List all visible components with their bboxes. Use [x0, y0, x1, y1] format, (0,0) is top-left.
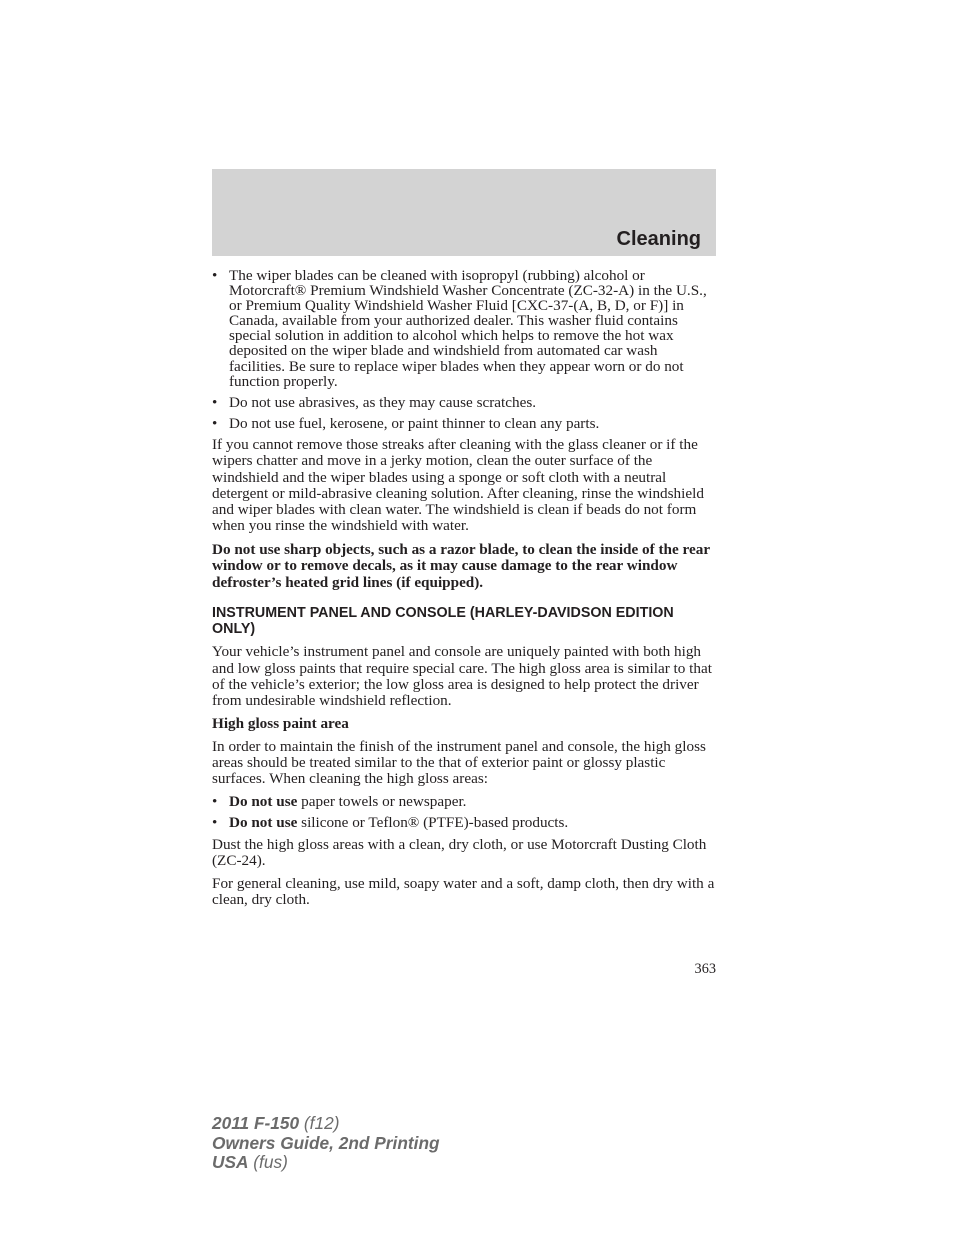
list-item	[212, 416, 716, 431]
bullet-text: The wiper blades can be cleaned with isopropyl (rubbing) alcohol or Motorcraft® Premium Windshield Washer Concentrate (ZC-32-A) in the U.S., or Premium Quality Windshield Washer Fluid [CXC-37-(A, B, D, or F)] in Canada, available from your authorized dealer. This washer fluid contains special solution in addition to alcohol which helps to remove the hot wax deposited on the wiper blade and windshield from automated car wash facilities. Be sure to replace wiper blades when they appear worn or do not function properly.	[229, 267, 707, 390]
bullet-glyph: •	[212, 814, 218, 832]
list-item	[212, 395, 716, 410]
footer	[212, 1114, 440, 1173]
list-item	[212, 794, 716, 809]
section-heading: INSTRUMENT PANEL AND CONSOLE (HARLEY-DAVIDSON EDITION ONLY)	[212, 605, 674, 638]
paragraph-panel: Your vehicle’s instrument panel and console are uniquely painted with both high and low gloss paints that require special care. The high gloss area is similar to that of the vehicle’s exterior; the low gloss area is designed to help protect the driver from undesirable windshield reflection.	[212, 643, 712, 710]
bullet-glyph: •	[212, 267, 218, 284]
paragraph-dust: Dust the high gloss areas with a clean, dry cloth, or use Motorcraft Dusting Cloth (ZC-24).	[212, 835, 707, 869]
sub-heading: High gloss paint area	[212, 715, 349, 733]
footer-line-market	[212, 1153, 440, 1173]
warning-text: Do not use sharp objects, such as a razor blade, to clean the inside of the rear window or to remove decals, as it may cause damage to the rear window defroster’s heated grid lines (if equipped).	[212, 540, 710, 591]
footer-market: USA	[212, 1152, 249, 1172]
list-item	[212, 815, 716, 830]
header-band	[212, 169, 716, 256]
bullet-text: Do not use fuel, kerosene, or paint thinner to clean any parts.	[229, 414, 600, 432]
bullet-text: paper towels or newspaper.	[297, 793, 467, 811]
bullet-glyph: •	[212, 414, 218, 432]
footer-model: 2011 F-150	[212, 1113, 300, 1133]
page-content	[212, 268, 716, 916]
paragraph-general: For general cleaning, use mild, soapy water and a soft, damp cloth, then dry with a clean, dry cloth.	[212, 875, 715, 909]
page-number: 363	[694, 961, 716, 977]
list-item	[212, 268, 716, 389]
bullet-text: silicone or Teflon® (PTFE)-based products.	[297, 814, 569, 832]
footer-line-model	[212, 1114, 440, 1134]
bullet-text: Do not use abrasives, as they may cause scratches.	[229, 393, 537, 411]
paragraph-streaks: If you cannot remove those streaks after cleaning with the glass cleaner or if the wipers chatter and move in a jerky motion, clean the outer surface of the windshield and the wiper blades using a sponge or soft cloth with a neutral detergent or mild-abrasive cleaning solution. After cleaning, rinse the windshield and wiper blades with clean water. The windshield is clean if beads do not form when you rinse the windshield with water.	[212, 435, 704, 535]
section-title: Cleaning	[616, 228, 701, 250]
paragraph-maintain: In order to maintain the finish of the instrument panel and console, the high gloss areas should be treated similar to the that of exterior paint or glossy plastic surfaces. When cleaning the high gloss areas:	[212, 737, 706, 788]
bullet-glyph: •	[212, 793, 218, 811]
footer-line-guide	[212, 1134, 440, 1154]
bullet-bold-lead: Do not use	[229, 793, 298, 811]
bullet-bold-lead: Do not use	[229, 814, 298, 832]
footer-guide: Owners Guide, 2nd Printing	[212, 1132, 440, 1153]
footer-model-code: (f12)	[299, 1113, 340, 1133]
footer-market-code: (fus)	[248, 1152, 288, 1172]
bullet-glyph: •	[212, 393, 218, 411]
